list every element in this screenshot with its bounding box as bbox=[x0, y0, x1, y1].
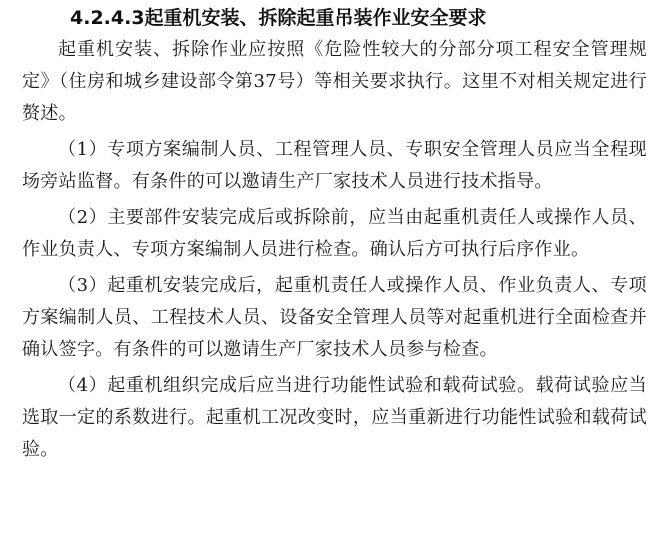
paragraph-item-3: （3）起重机安装完成后，起重机责任人或操作人员、作业负责人、专项方案编制人员、工程技术人员、设备安全管理人员等对起重机进行全面检查并确认签字。有条件的可以邀请生产厂家技术人员参与检查。 bbox=[22, 275, 647, 360]
section-heading bbox=[70, 2, 647, 34]
section-title: 起重机安装、拆除起重吊装作业安全要求 bbox=[144, 7, 487, 29]
paragraph-item-1: （1）专项方案编制人员、工程管理人员、专职安全管理人员应当全程现场旁站监督。有条件的可以邀请生产厂家技术人员进行技术指导。 bbox=[22, 139, 647, 192]
paragraph-item-4: （4）起重机组织完成后应当进行功能性试验和载荷试验。载荷试验应当选取一定的系数进行。起重机工况改变时，应当重新进行功能性试验和载荷试验。 bbox=[22, 375, 647, 460]
section-number: 4.2.4.3 bbox=[70, 7, 145, 29]
paragraph-item-2: （2）主要部件安装完成后或拆除前，应当由起重机责任人或操作人员、作业负责人、专项方案编制人员进行检查。确认后方可执行后序作业。 bbox=[22, 207, 647, 260]
paragraph-intro: 起重机安装、拆除作业应按照《危险性较大的分部分项工程安全管理规定》（住房和城乡建设部令第37号）等相关要求执行。这里不对相关规定进行赘述。 bbox=[22, 39, 647, 124]
